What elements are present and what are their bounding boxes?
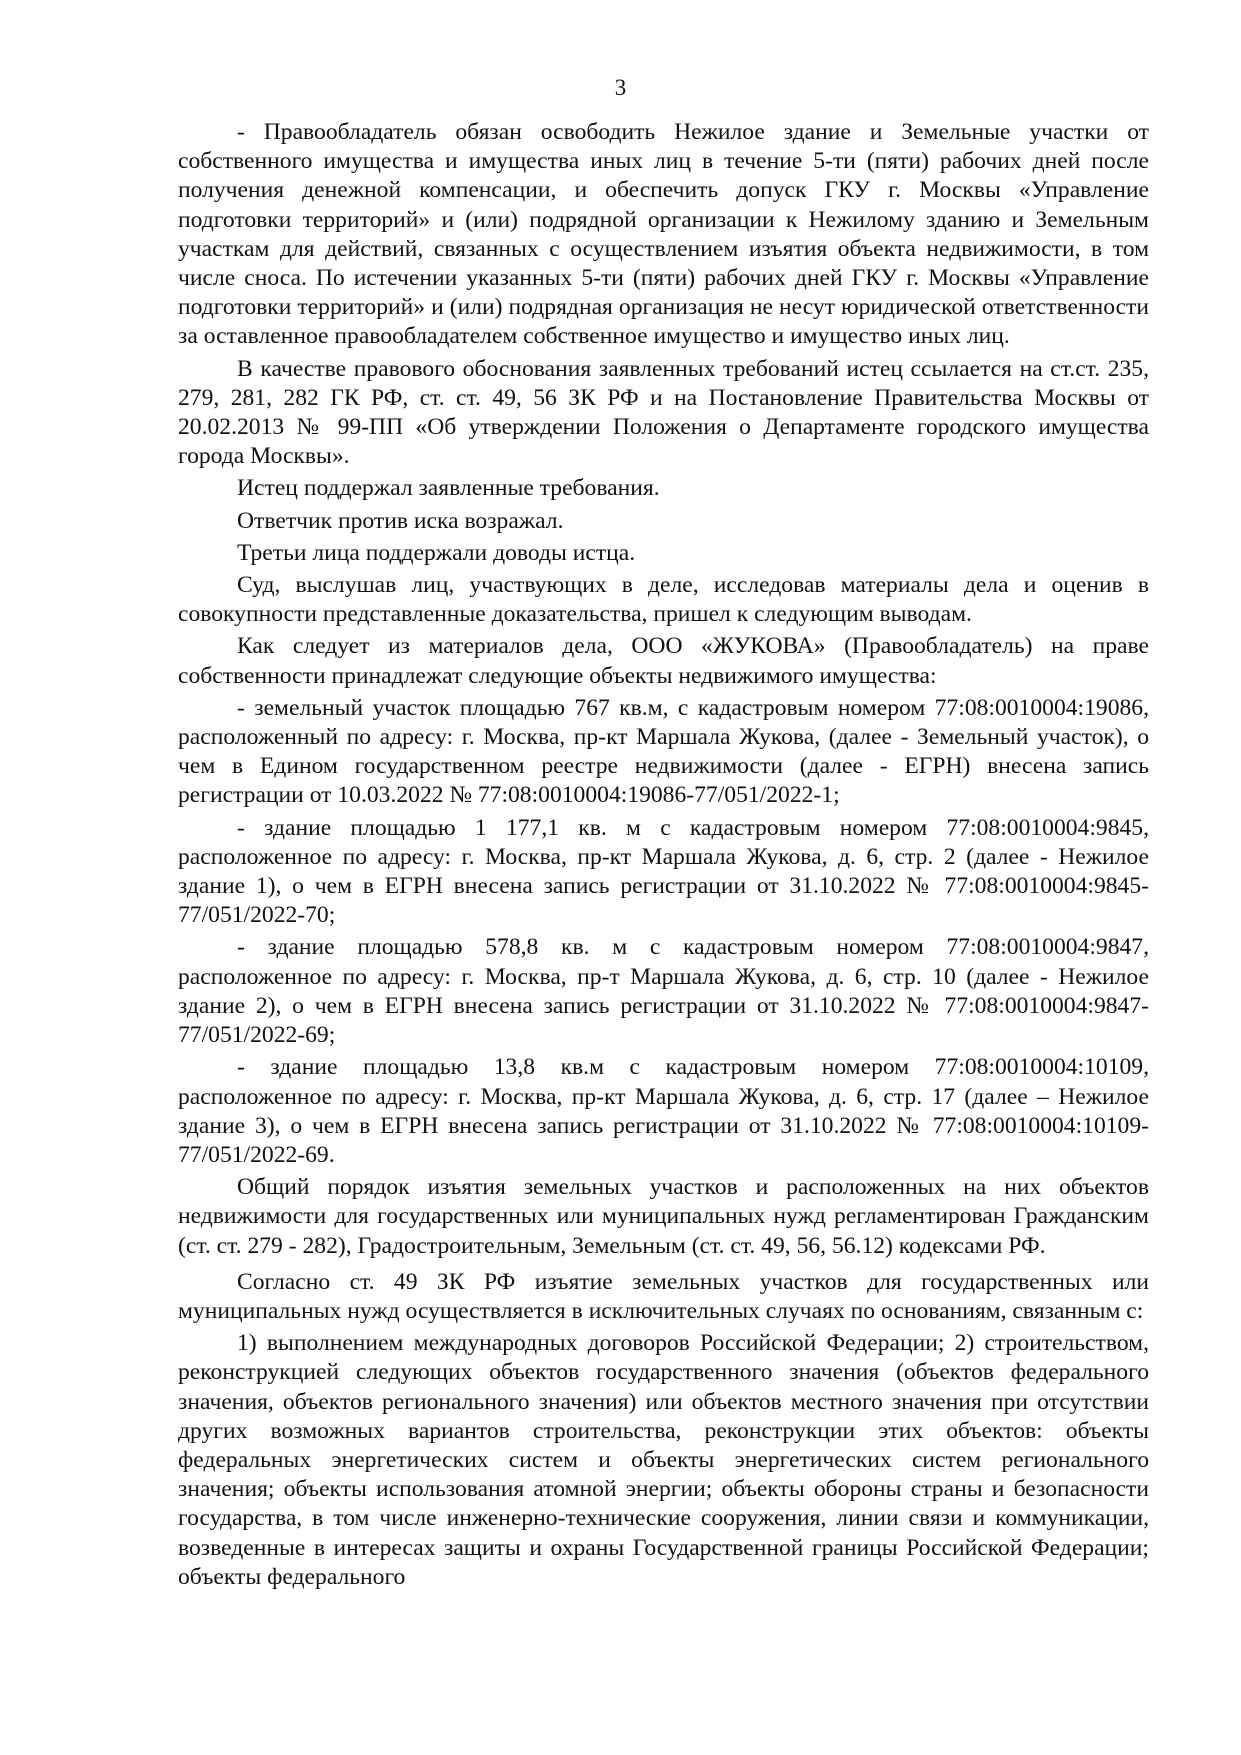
paragraph-defendant-position: Ответчик против иска возражал. — [237, 507, 564, 534]
document-body — [178, 118, 1149, 1592]
list-item-land-plot: - земельный участок площадью 767 кв.м, с кадастровым номером 77:08:0010004:19086, расположенный по адресу: г. Москва, пр-кт Маршала Жукова, (далее - Земельный участок), о чем в Едином государственном реестре недвижимости (далее - ЕГРН) внесена запись регистрации от 10.03.2022 № 77:08:0010004:19086-77/051/2022-1; — [178, 694, 1149, 809]
list-item-building-3: - здание площадью 13,8 кв.м с кадастровым номером 77:08:0010004:10109, расположенное по адресу: г. Москва, пр-кт Маршала Жукова, д. 6, стр. 17 (далее – Нежилое здание 3), о чем в ЕГРН внесена запись регистрации от 31.10.2022 № 77:08:0010004:10109-77/051/2022-69. — [178, 1054, 1149, 1168]
paragraph-seizure-procedure: Общий порядок изъятия земельных участков и расположенных на них объектов недвижимости для государственных или муниципальных нужд регламентирован Гражданским (ст. ст. 279 - 282), Градостроительным, Земельным (ст. ст. 49, 56, 56.12) кодексами РФ. — [178, 1174, 1149, 1259]
list-item-building-1: - здание площадью 1 177,1 кв. м с кадастровым номером 77:08:0010004:9845, расположенное по адресу: г. Москва, пр-кт Маршала Жукова, д. 6, стр. 2 (далее - Нежилое здание 1), о чем в ЕГРН внесена запись регистрации от 31.10.2022 № 77:08:0010004:9845-77/051/2022-70; — [178, 814, 1149, 929]
paragraph-plaintiff-position: Истец поддержал заявленные требования. — [237, 475, 660, 502]
list-item-building-2: - здание площадью 578,8 кв. м с кадастровым номером 77:08:0010004:9847, расположенное по адресу: г. Москва, пр-т Маршала Жукова, д. 6, стр. 10 (далее - Нежилое здание 2), о чем в ЕГРН внесена запись регистрации от 31.10.2022 № 77:08:0010004:9847-77/051/2022-69; — [178, 934, 1149, 1049]
paragraph-third-parties-position: Третьи лица поддержали доводы истца. — [237, 539, 636, 566]
paragraph-ownership-intro: Как следует из материалов дела, ООО «ЖУКОВА» (Правообладатель) на праве собственности принадлежат следующие объекты недвижимого имущества: — [178, 633, 1149, 689]
paragraph-legal-basis: В качестве правового обоснования заявленных требований истец ссылается на ст.ст. 235, 279, 281, 282 ГК РФ, ст. ст. 49, 56 ЗК РФ и на Постановление Правительства Москвы от 20.02.2013 № 99-ПП «Об утверждении Положения о Департаменте городского имущества города Москвы». — [178, 355, 1149, 470]
paragraph-article-49: Согласно ст. 49 ЗК РФ изъятие земельных участков для государственных или муниципальных нужд осуществляется в исключительных случаях по основаниям, связанным с: — [178, 1268, 1149, 1324]
paragraph-court-conclusion: Суд, выслушав лиц, участвующих в деле, исследовав материалы дела и оценив в совокупности представленные доказательства, пришел к следующим выводам. — [178, 572, 1149, 628]
page-number: 3 — [614, 75, 627, 100]
paragraph-grounds-list: 1) выполнением международных договоров Российской Федерации; 2) строительством, реконструкцией следующих объектов государственного значения (объектов федерального значения, объектов регионального значения) или объектов местного значения при отсутствии других возможных вариантов строительства, реконструкции этих объектов: объекты федеральных энергетических систем и объекты энергетических систем регионального значения; объекты использования атомной энергии; объекты обороны страны и безопасности государства, в том числе инженерно-технические сооружения, линии связи и коммуникации, возведенные в интересах защиты и охраны Государственной границы Российской Федерации; объекты федерального — [178, 1330, 1149, 1590]
paragraph-vacate-obligation: - Правообладатель обязан освободить Нежилое здание и Земельные участки от собственного имущества и имущества иных лиц в течение 5-ти (пяти) рабочих дней после получения денежной компенсации, и обеспечить допуск ГКУ г. Москвы «Управление подготовки территорий» и (или) подрядной организации к Нежилому зданию и Земельным участкам для действий, связанных с осуществлением изъятия объекта недвижимости, в том числе сноса. По истечении указанных 5-ти (пяти) рабочих дней ГКУ г. Москвы «Управление подготовки территорий» и (или) подрядная организация не несут юридической ответственности за оставленное правообладателем собственное имущество и имущество иных лиц. — [178, 119, 1149, 350]
